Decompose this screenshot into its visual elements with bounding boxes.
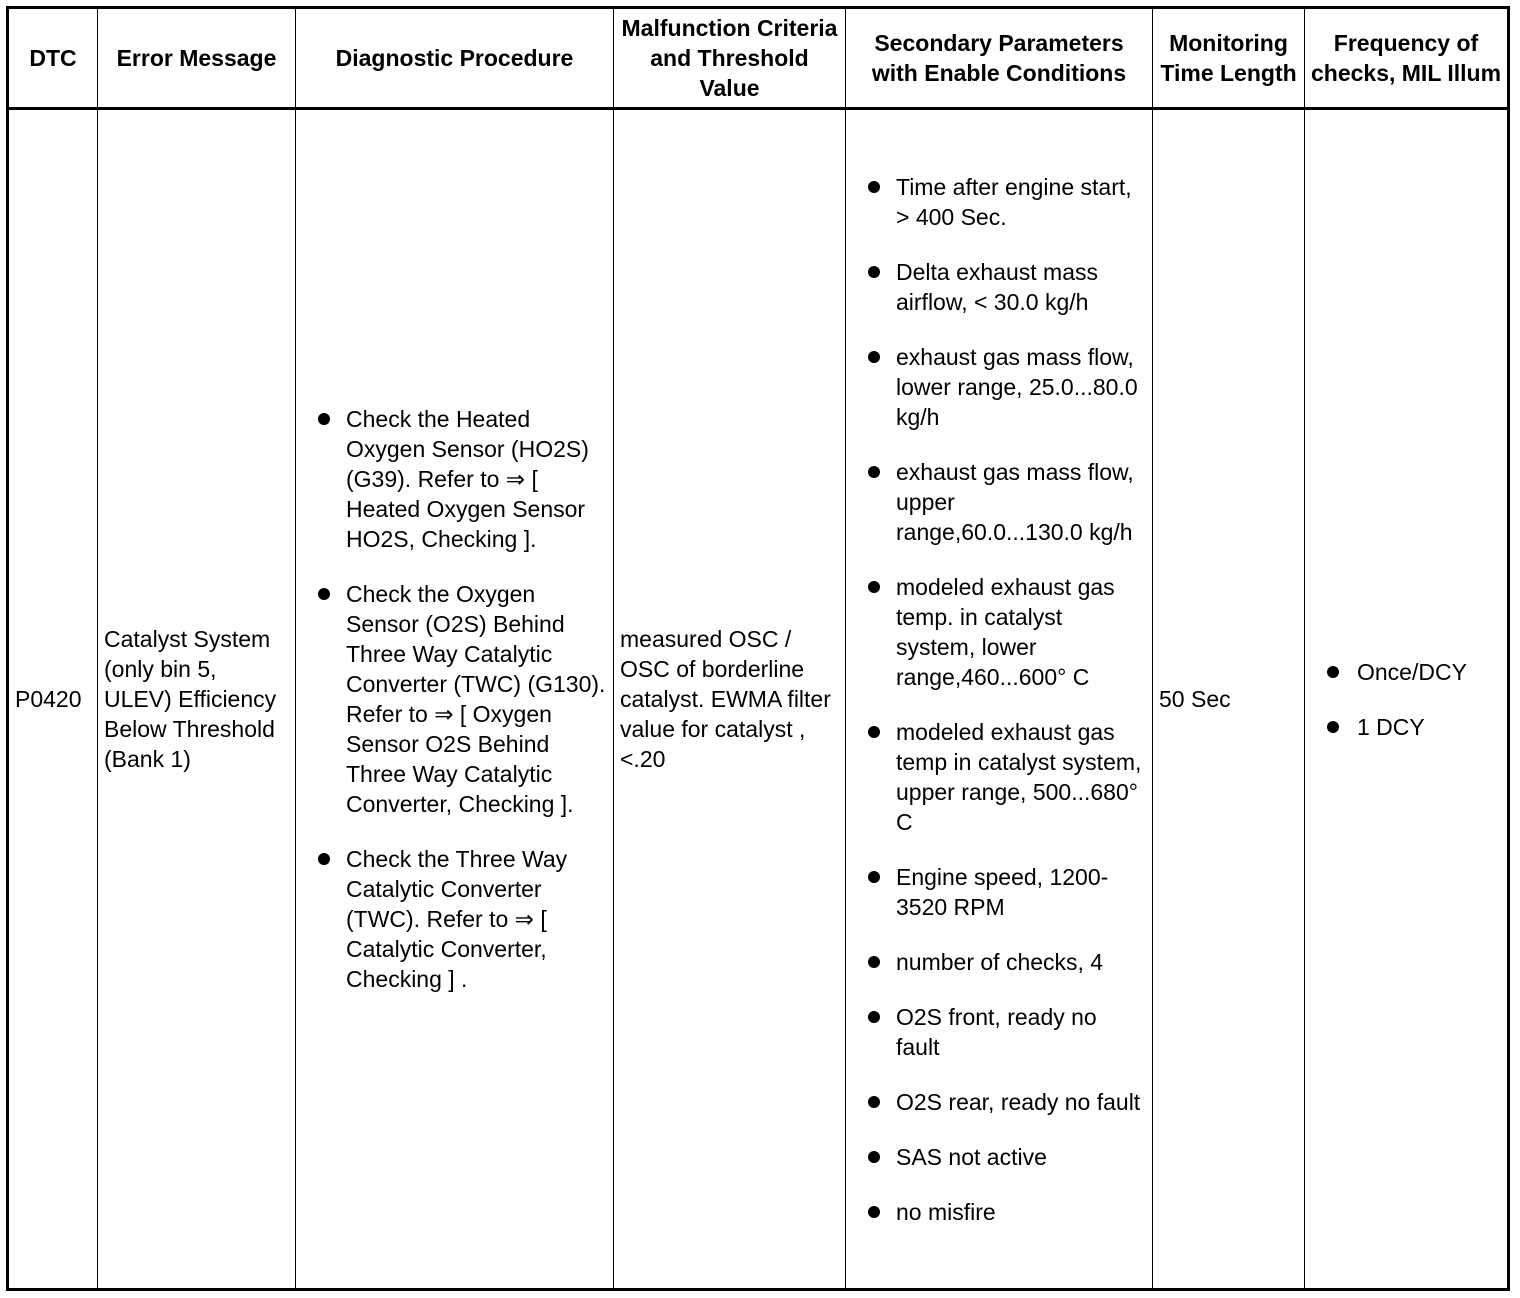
column-header-monitoring-time: Monitoring Time Length [1153, 8, 1305, 109]
bullet-icon [868, 266, 880, 278]
list-item [852, 457, 1146, 547]
bullet-icon [868, 1206, 880, 1218]
parameter-text: Engine speed, 1200-3520 RPM [896, 863, 1109, 920]
column-header-malfunction-criteria: Malfunction Criteria and Threshold Value [614, 8, 846, 109]
list-item [1311, 657, 1501, 687]
parameter-text: Delta exhaust mass airflow, < 30.0 kg/h [896, 258, 1098, 315]
bullet-icon [868, 1011, 880, 1023]
list-item [852, 257, 1146, 317]
secondary-parameters-list [852, 172, 1146, 1227]
parameter-text: exhaust gas mass flow, lower range, 25.0...80.0 kg/h [896, 343, 1138, 430]
list-item [852, 947, 1146, 977]
parameter-text: modeled exhaust gas temp in catalyst system, upper range, 500...680° C [896, 718, 1142, 835]
error-message-cell: Catalyst System (only bin 5, ULEV) Efficiency Below Threshold (Bank 1) [98, 109, 296, 1290]
list-item [302, 844, 607, 994]
procedure-step-text: Check the Heated Oxygen Sensor (HO2S) (G39). Refer to ⇒ [ Heated Oxygen Sensor HO2S, Checking ]. [346, 406, 589, 552]
list-item [852, 1142, 1146, 1172]
procedure-step-text: Check the Oxygen Sensor (O2S) Behind Three Way Catalytic Converter (TWC) (G130). Refer to ⇒ [ Oxygen Sensor O2S Behind Three Way Catalytic Converter, Checking ]. [346, 581, 606, 817]
bullet-icon [868, 1151, 880, 1163]
parameter-text: O2S rear, ready no fault [896, 1088, 1141, 1115]
bullet-icon [868, 581, 880, 593]
frequency-text: 1 DCY [1357, 713, 1425, 740]
list-item [1311, 712, 1501, 742]
bullet-icon [1327, 721, 1339, 733]
list-item [852, 342, 1146, 432]
parameter-text: modeled exhaust gas temp. in catalyst system, lower range,460...600° C [896, 573, 1115, 690]
bullet-icon [318, 853, 330, 865]
list-item [302, 404, 607, 554]
monitoring-time-cell: 50 Sec [1153, 109, 1305, 1290]
table-row [8, 109, 1509, 1290]
list-item [852, 1197, 1146, 1227]
bullet-icon [318, 588, 330, 600]
column-header-diagnostic-procedure: Diagnostic Procedure [296, 8, 614, 109]
column-header-error-message: Error Message [98, 8, 296, 109]
diagnostic-procedure-list [302, 404, 607, 994]
parameter-text: exhaust gas mass flow, upper range,60.0...130.0 kg/h [896, 458, 1134, 545]
bullet-icon [1327, 666, 1339, 678]
malfunction-criteria-cell: measured OSC / OSC of borderline catalyst. EWMA filter value for catalyst , <.20 [614, 109, 846, 1290]
frequency-list [1311, 657, 1501, 742]
bullet-icon [318, 413, 330, 425]
parameter-text: Time after engine start, > 400 Sec. [896, 173, 1132, 230]
dtc-code-cell: P0420 [8, 109, 98, 1290]
bullet-icon [868, 466, 880, 478]
list-item [852, 1002, 1146, 1062]
parameter-text: SAS not active [896, 1143, 1047, 1170]
parameter-text: no misfire [896, 1198, 996, 1225]
list-item [852, 862, 1146, 922]
procedure-step-text: Check the Three Way Catalytic Converter (TWC). Refer to ⇒ [ Catalytic Converter, Checking ] . [346, 846, 568, 992]
bullet-icon [868, 956, 880, 968]
parameter-text: number of checks, 4 [896, 948, 1104, 975]
header-row [8, 8, 1509, 109]
list-item [852, 572, 1146, 692]
bullet-icon [868, 181, 880, 193]
list-item [302, 579, 607, 819]
list-item [852, 717, 1146, 837]
dtc-table [6, 6, 1510, 1291]
frequency-cell [1305, 109, 1509, 1290]
bullet-icon [868, 726, 880, 738]
diagnostic-procedure-cell [296, 109, 614, 1290]
column-header-frequency: Frequency of checks, MIL Illum [1305, 8, 1509, 109]
secondary-parameters-cell [846, 109, 1153, 1290]
list-item [852, 1087, 1146, 1117]
list-item [852, 172, 1146, 232]
frequency-text: Once/DCY [1357, 658, 1467, 685]
column-header-dtc: DTC [8, 8, 98, 109]
column-header-secondary-parameters: Secondary Parameters with Enable Conditions [846, 8, 1153, 109]
bullet-icon [868, 1096, 880, 1108]
bullet-icon [868, 351, 880, 363]
parameter-text: O2S front, ready no fault [896, 1003, 1097, 1060]
bullet-icon [868, 871, 880, 883]
